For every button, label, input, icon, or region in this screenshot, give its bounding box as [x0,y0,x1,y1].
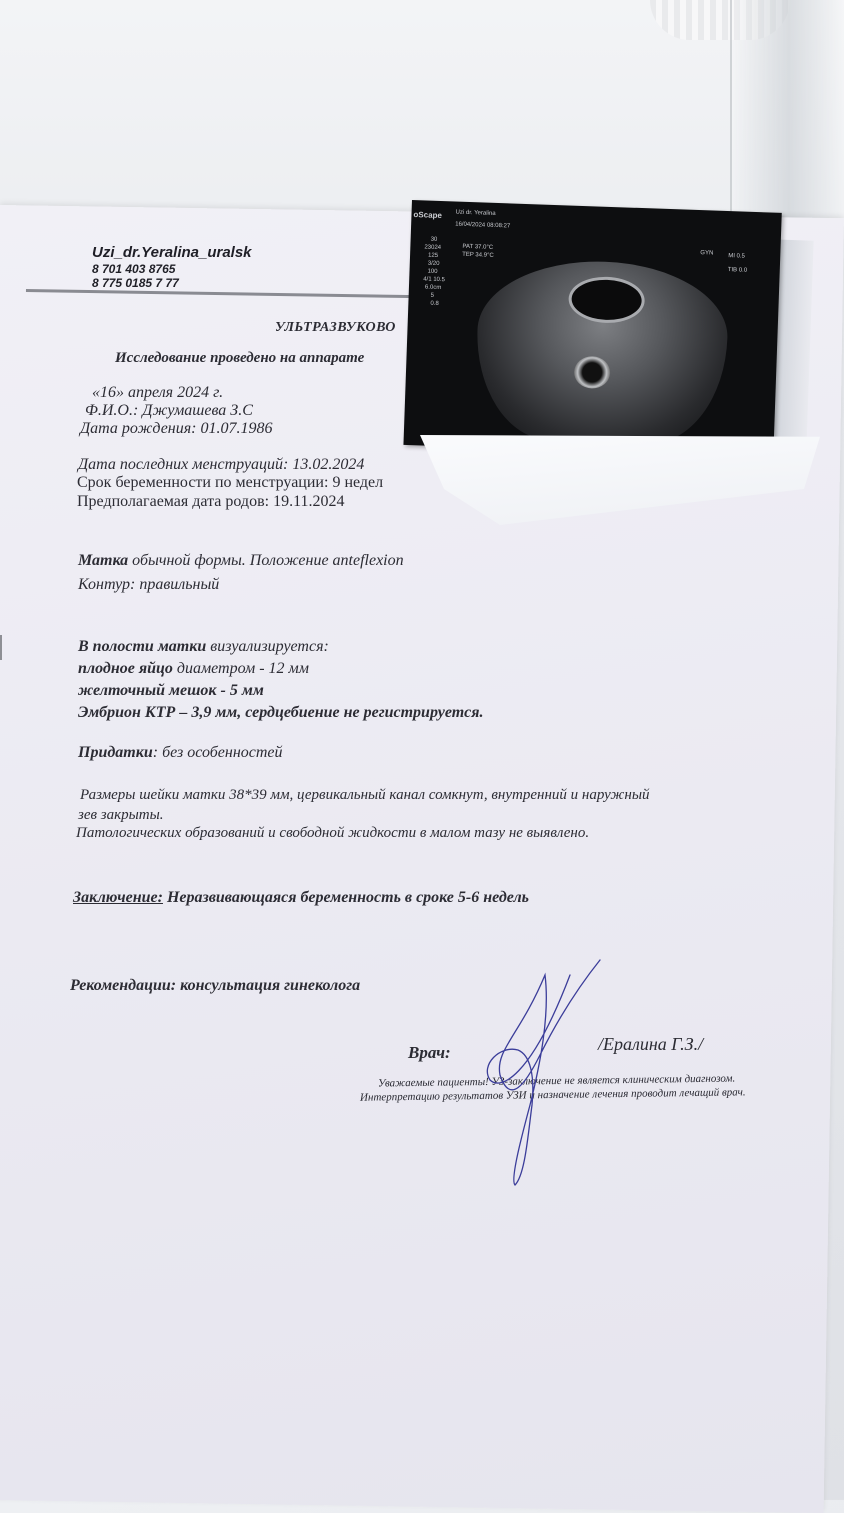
ultrasound-scale-6: 6.0cm [424,284,442,292]
doctor-signature [470,955,630,1195]
exam-date: «16» апреля 2024 г. [92,384,224,401]
egg-text: диаметром - 12 мм [172,660,309,677]
pathology-line: Патологических образований и свободной жидкости в малом тазу не выявлено. [76,825,590,841]
cavity-text: визуализируется: [206,638,329,655]
account-name: Uzi_dr.Yeralina_uralsk [92,244,252,261]
pregnancy-term: Срок беременности по менструации: 9 недел [77,474,384,491]
cervix-line-1: Размеры шейки матки 38*39 мм, цервикальный канал сомкнут, внутренний и наружный [80,787,650,803]
disclaimer-line-2: Интерпретацию результатов УЗИ и назначение лечения проводит лечащий врач. [359,1086,746,1104]
embryo-line: Эмбрион КТР – 3,9 мм, сердцебиение не регистрируется. [78,704,484,721]
recommendation-label: Рекомендации [70,977,171,994]
ultrasound-tib: TIB 0.0 [727,267,748,274]
recommendation-text: : консультация гинеколога [170,977,361,994]
phone-2: 8 775 0185 7 77 [92,276,179,290]
egg-line [78,660,309,678]
ultrasound-scale-1: 23024 [424,244,442,252]
ultrasound-scale-5: 4/1 10.5 [423,276,446,284]
ultrasound-brand: oScape [413,210,443,221]
contour-line: Контур: правильный [78,576,220,593]
doctor-label: Врач: [408,1043,451,1062]
ultrasound-scale-3: 3/20 [427,260,440,267]
conclusion-text: Неразвивающаяся беременность в сроке 5-6 недель [162,889,529,906]
ultrasound-scale-7: 5 [430,292,435,299]
uterus-label: Матка [78,552,129,569]
yolk-sac-line: желточный мешок - 5 мм [78,682,264,699]
patient-name: Ф.И.О.: Джумашева З.С [85,402,253,419]
ultrasound-gyn: GYN [700,250,714,257]
phone-1: 8 701 403 8765 [92,262,176,276]
cavity-label: В полости матки [78,638,207,655]
conclusion-label: Заключение: [73,889,163,906]
adnexa-text: : без особенностей [152,744,283,761]
ultrasound-temp-2: TEP 34.9°C [462,251,494,259]
conclusion-line [73,889,529,907]
egg-label: плодное яйцо [78,660,173,677]
uterus-text: обычной формы. Положение anteflexion [128,552,404,569]
paper-edge-mark [0,635,2,660]
last-menstruation: Дата последних менструаций: 13.02.2024 [78,456,365,473]
ultrasound-scale-8: 0.8 [430,300,439,307]
ultrasound-patient: Uzi dr. Yeralina [455,209,496,217]
ultrasound-scale-0: 30 [430,236,438,243]
ultrasound-datetime: 16/04/2024 08:08:27 [455,221,511,230]
birth-date: Дата рождения: 01.07.1986 [80,420,273,437]
ultrasound-temp-1: PAT 37.0°C [462,243,494,251]
cervix-line-2: зев закрыты. [78,807,164,823]
report-subtitle: Исследование проведено на аппарате [115,350,365,366]
ultrasound-mi: MI 0.5 [728,253,746,260]
adnexa-label: Придатки [78,744,153,761]
report-title: УЛЬТРАЗВУКОВО [275,320,396,335]
ultrasound-scale-4: 100 [427,268,438,275]
ultrasound-scale-2: 125 [427,252,439,259]
uterus-line [78,552,404,570]
recommendation-line [70,977,360,995]
adnexa-line [78,744,283,762]
ultrasound-printout [403,200,781,458]
disclaimer-line-1: Уважаемые пациенты! УЗ-заключение не является клиническим диагнозом. [377,1072,736,1090]
cavity-line [78,638,329,656]
due-date: Предполагаемая дата родов: 19.11.2024 [77,493,345,510]
doctor-name: /Ералина Г.З./ [598,1034,704,1054]
